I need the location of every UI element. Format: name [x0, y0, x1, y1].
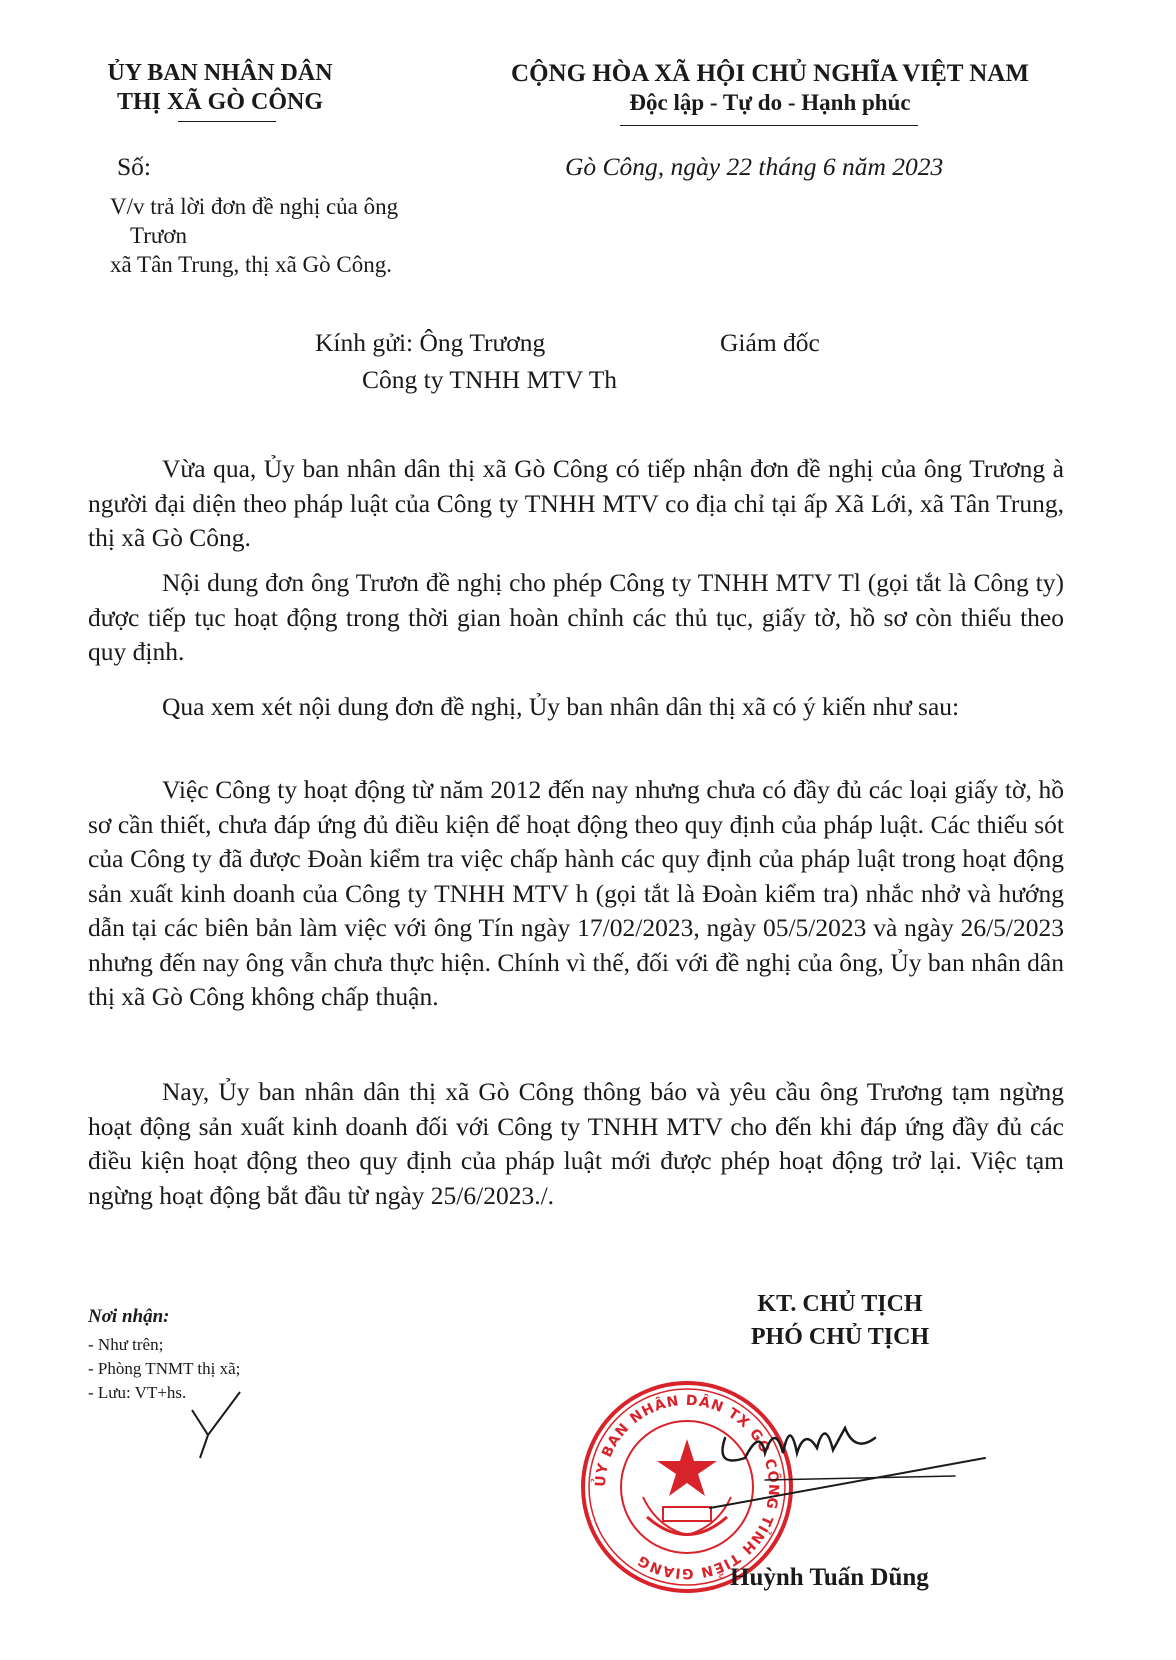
addressee-line1-prefix: Kính gửi: Ông Trương [315, 328, 546, 357]
signature-title2: PHÓ CHỦ TỊCH [750, 1324, 930, 1350]
recipient-item: - Phòng TNMT thị xã; [88, 1359, 241, 1378]
nation-line1: CỘNG HÒA XÃ HỘI CHỦ NGHĨA VIỆT NAM [511, 60, 1029, 87]
paragraph-5: Nay, Ủy ban nhân dân thị xã Gò Công thông báo và yêu cầu ông Trương tạm ngừng hoạt động sản xuất kinh doanh đối với Công ty TNHH MTV cho đến khi đáp ứng đầy đủ các điều kiện hoạt động theo quy định của pháp luật mới được phép hoạt động trở lại. Việc tạm ngừng hoạt động bắt đầu từ ngày 25/6/2023./. [88, 1077, 1064, 1210]
motto-underline [620, 125, 918, 126]
addressee-line2: Công ty TNHH MTV Th [362, 365, 618, 394]
place-date: Gò Công, ngày 22 tháng 6 năm 2023 [565, 152, 944, 181]
issuer-line2: THỊ XÃ GÒ CÔNG [116, 89, 323, 115]
nation-block [465, 60, 1075, 116]
paragraph-3: Qua xem xét nội dung đơn đề nghị, Ủy ban nhân dân thị xã có ý kiến như sau: [162, 692, 960, 721]
issuer-underline [178, 121, 276, 122]
subject-line3: xã Tân Trung, thị xã Gò Công. [110, 252, 392, 277]
initial-mark [190, 1390, 250, 1460]
paragraph-1: Vừa qua, Ủy ban nhân dân thị xã Gò Công có tiếp nhận đơn đề nghị của ông Trương à người đại diện theo pháp luật của Công ty TNHH MTV co địa chỉ tại ấp Xã Lới, xã Tân Trung, thị xã Gò Công. [88, 454, 1064, 552]
subject-block [110, 192, 398, 279]
subject-line1: V/v trả lời đơn đề nghị của ông [110, 194, 399, 219]
addressee-line1-suffix: Giám đốc [720, 328, 820, 357]
signer-name: Huỳnh Tuấn Dũng [730, 1564, 929, 1591]
recipient-item: - Như trên; [88, 1335, 164, 1354]
signature-title1: KT. CHỦ TỊCH [757, 1291, 923, 1317]
doc-number: Số: [117, 152, 152, 181]
svg-text:ỦY BAN NHÂN DÂN TX GÒ CÔNG TỈN: ỦY BAN NHÂN DÂN TX GÒ CÔNG TỈNH TIỀN GIANG [592, 1392, 782, 1582]
paragraph-4: Việc Công ty hoạt động từ năm 2012 đến nay nhưng chưa có đầy đủ các loại giấy tờ, hồ sơ cần thiết, chưa đáp ứng đủ điều kiện để hoạt động theo quy định của pháp luật. Các thiếu sót của Công ty đã được Đoàn kiểm tra việc chấp hành các quy định của pháp luật trong hoạt động sản xuất kinh doanh của Công ty TNHH MTV h (gọi tắt là Đoàn kiểm tra) nhắc nhở và hướng dẫn tại các biên bản làm việc với ông Tín ngày 17/02/2023, ngày 05/5/2023 và ngày 26/5/2023 nhưng đến nay ông vẫn chưa thực hiện. Chính vì thế, đối với đề nghị của ông, Ủy ban nhân dân thị xã Gò Công không chấp thuận. [88, 775, 1064, 1011]
subject-line2: Trươn [130, 223, 188, 248]
recipients-heading: Nơi nhận: [88, 1306, 170, 1327]
nation-line2: Độc lập - Tự do - Hạnh phúc [629, 90, 911, 115]
paragraph-2: Nội dung đơn ông Trươn đề nghị cho phép Công ty TNHH MTV Tl (gọi tắt là Công ty) được tiếp tục hoạt động trong thời gian hoàn chỉnh các thủ tục, giấy tờ, hồ sơ còn thiếu theo quy định. [88, 568, 1064, 666]
signature-scribble-icon [705, 1398, 995, 1518]
recipient-item: - Lưu: VT+hs. [88, 1383, 187, 1402]
issuer-block [70, 60, 370, 116]
issuer-line1: ỦY BAN NHÂN DÂN [107, 60, 333, 86]
signature-titles [700, 1288, 980, 1354]
